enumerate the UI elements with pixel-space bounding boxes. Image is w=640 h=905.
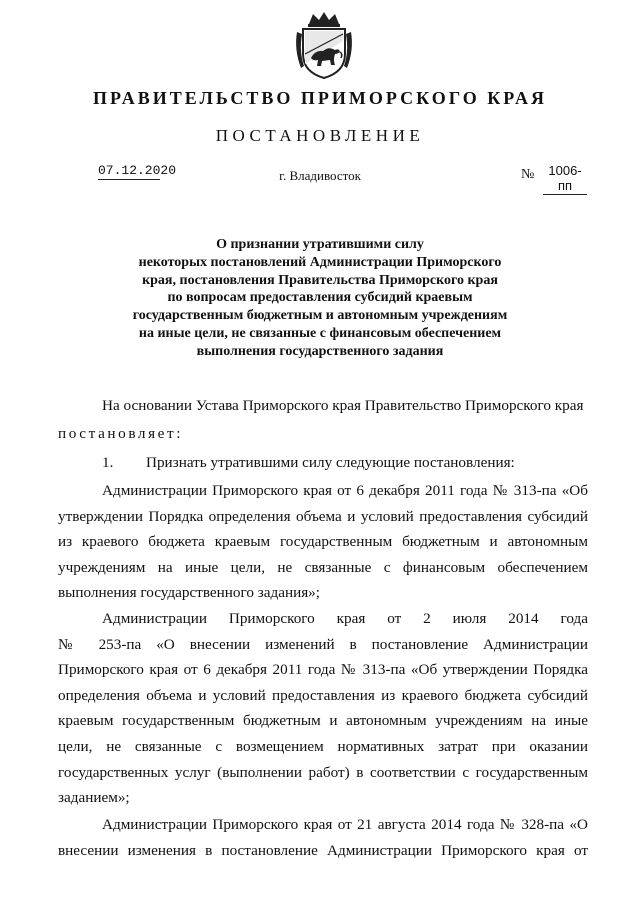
paragraph-line: цели, не связанные с возмещением нормативных затрат при оказании bbox=[58, 737, 588, 755]
paragraph-line: утверждении Порядка определения объема и условий предоставления субсидий bbox=[58, 507, 588, 525]
decree-date: 07.12.2020 bbox=[98, 163, 177, 178]
number-sign: № bbox=[521, 167, 535, 182]
paragraph-line: государственных услуг (выполнении работ) в соответствии с государственным bbox=[58, 763, 588, 781]
title-line: на иные цели, не связанные с финансовым обеспечением bbox=[138, 325, 502, 341]
title-line: О признании утратившими силу bbox=[216, 237, 424, 252]
item-text: Признать утратившими силу следующие постановления: bbox=[146, 454, 515, 471]
title-line: государственным бюджетным и автономным учреждениям bbox=[132, 308, 508, 324]
paragraph-line: краевым государственным бюджетным и автономным учреждениям на иные bbox=[58, 712, 588, 730]
paragraph-a bbox=[58, 478, 588, 606]
paragraph-line: заданием»; bbox=[58, 789, 130, 807]
paragraph-line: выполнения государственного задания»; bbox=[58, 584, 320, 602]
paragraph-b bbox=[58, 606, 588, 811]
decree-heading: ПОСТАНОВЛЕНИЕ bbox=[215, 126, 425, 145]
paragraph-line: из краевого бюджета краевым государственным бюджетным и автономным bbox=[58, 533, 588, 551]
intro-line: На основании Устава Приморского края Правительство Приморского края bbox=[102, 397, 584, 414]
paragraph-line: № 253-па «О внесении изменений в постановление Администрации bbox=[58, 635, 588, 653]
paragraph-line: определения объема и условий предоставления из краевого бюджета субсидий bbox=[58, 686, 588, 704]
title-line: по вопросам предоставления субсидий краевым bbox=[167, 290, 473, 306]
title-line: некоторых постановлений Администрации Приморского bbox=[138, 254, 502, 270]
paragraph-line: Администрации Приморского края от 6 декабря 2011 года № 313-па «Об bbox=[102, 482, 588, 499]
paragraph-line: Администрации Приморского края от 2 июля 2014 года bbox=[102, 610, 588, 627]
coat-of-arms-emblem-icon bbox=[291, 10, 357, 80]
item-number: 1. bbox=[102, 454, 114, 471]
government-title: ПРАВИТЕЛЬСТВО ПРИМОРСКОГО КРАЯ bbox=[93, 88, 547, 108]
paragraph-line: Приморского края от 6 декабря 2011 года № 313-па «Об утверждении Порядка bbox=[58, 661, 588, 679]
intro-paragraph bbox=[102, 397, 588, 415]
decree-verb: постановляет: bbox=[58, 425, 184, 442]
paragraph-line: учреждениям на иные цели, не связанные с финансовым обеспечением bbox=[58, 558, 588, 576]
decree-city: г. Владивосток bbox=[279, 168, 361, 183]
title-line: края, постановления Правительства Приморского края bbox=[142, 272, 498, 288]
paragraph-c bbox=[58, 812, 588, 863]
title-line: выполнения государственного задания bbox=[196, 343, 444, 359]
decree-number: 1006-пп bbox=[543, 163, 587, 195]
paragraph-line: Администрации Приморского края от 21 августа 2014 года № 328-па «О bbox=[102, 816, 588, 833]
paragraph-line: внесении изменения в постановление Администрации Приморского края от bbox=[58, 841, 588, 859]
document-title bbox=[100, 236, 540, 361]
